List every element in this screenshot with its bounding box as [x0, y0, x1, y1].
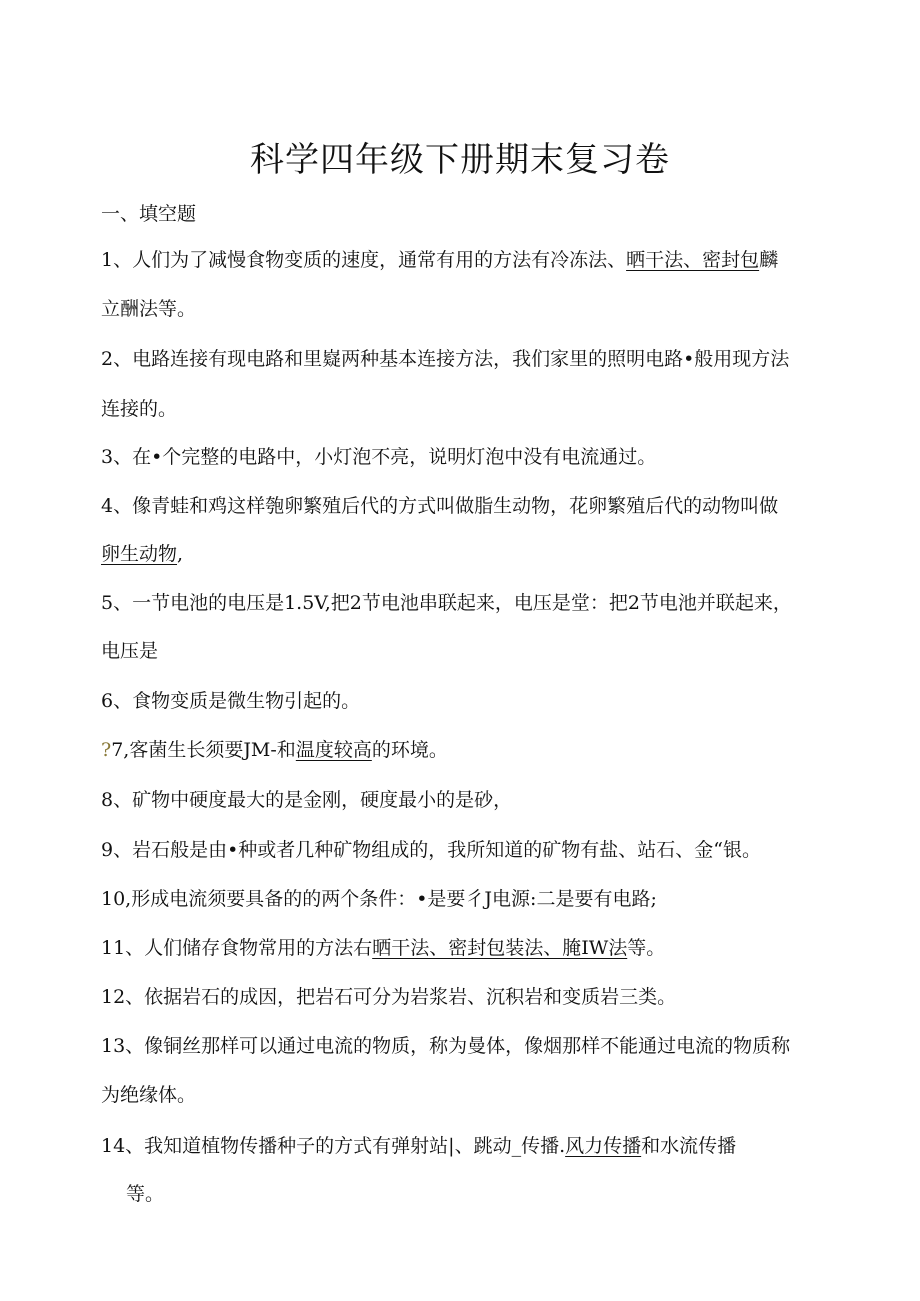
question-7-answer: 温度较高	[295, 739, 372, 761]
question-9: 9、岩石般是由•种或者几种矿物组成的，我所知道的矿物有盐、站石、金“银。	[101, 839, 762, 861]
question-2-line-2: 连接的。	[101, 398, 178, 420]
question-14-line-2: 等。	[126, 1183, 165, 1205]
question-3: 3、在•个完整的电路中，小灯泡不亮，说明灯泡中没有电流通过。	[101, 446, 657, 468]
question-4-text-end: ,	[177, 543, 184, 565]
question-14-line-1	[101, 1133, 736, 1159]
question-7-text-end: 的环境。	[371, 739, 448, 761]
question-13-line-1: 13、像铜丝那样可以通过电流的物质，称为曼体，像烟那样不能通过电流的物质称	[101, 1035, 791, 1057]
question-8: 8、矿物中硬度最大的是金刚，硬度最小的是砂，	[101, 789, 513, 811]
question-2-line-1: 2、电路连接有现电路和里嶷两种基本连接方法，我们家里的照明电路•般用现方法	[101, 348, 790, 370]
question-11-text-end: 等。	[627, 937, 666, 959]
question-14-answer: 风力传播	[565, 1135, 642, 1157]
section-heading: 一、填空题	[101, 203, 197, 225]
question-1-line-2: 立酬法等。	[101, 298, 197, 320]
question-1-text-end: 麟	[759, 249, 779, 271]
question-7-mark: ?	[101, 739, 112, 761]
question-13-line-2: 为绝缘体。	[101, 1084, 197, 1106]
question-4-line-2	[101, 541, 183, 567]
question-1-line-1	[101, 247, 778, 273]
question-10: 10,形成电流须要具备的的两个条件：•是要彳J电源:二是要有电路;	[101, 888, 657, 910]
question-11-text: 11、人们储存食物常用的方法右	[101, 937, 373, 959]
page-title: 科学四年级下册期末复习卷	[250, 140, 670, 180]
question-5-line-2: 电压是	[101, 640, 159, 662]
question-12: 12、依据岩石的成因，把岩石可分为岩浆岩、沉积岩和变质岩三类。	[101, 986, 677, 1008]
question-4-answer: 卵生动物	[101, 543, 178, 565]
question-11-answer: 晒干法、密封包装法、腌IW法	[372, 937, 628, 959]
question-4-line-1: 4、像青蛙和鸡这样匏卵繁殖后代的方式叫做脂生动物，花卵繁殖后代的动物叫做	[101, 495, 779, 517]
question-1-answer: 晒干法、密封包	[626, 249, 760, 271]
question-14-text-end: 和水流传播	[641, 1135, 737, 1157]
question-7	[101, 737, 448, 763]
question-6: 6、食物变质是微生物引起的。	[101, 690, 361, 712]
question-5-line-1: 5、一节电池的电压是1.5V,把2节电池串联起来，电压是堂：把2节电池并联起来，	[101, 592, 792, 614]
question-7-text: 7,客菌生长须要JM-和	[111, 739, 296, 761]
question-14-text: 14、我知道植物传播种子的方式有弹射站|、跳动_传播.	[101, 1135, 566, 1157]
question-1-text: 1、人们为了减慢食物变质的速度，通常有用的方法有冷冻法、	[101, 249, 627, 271]
question-11	[101, 935, 665, 961]
